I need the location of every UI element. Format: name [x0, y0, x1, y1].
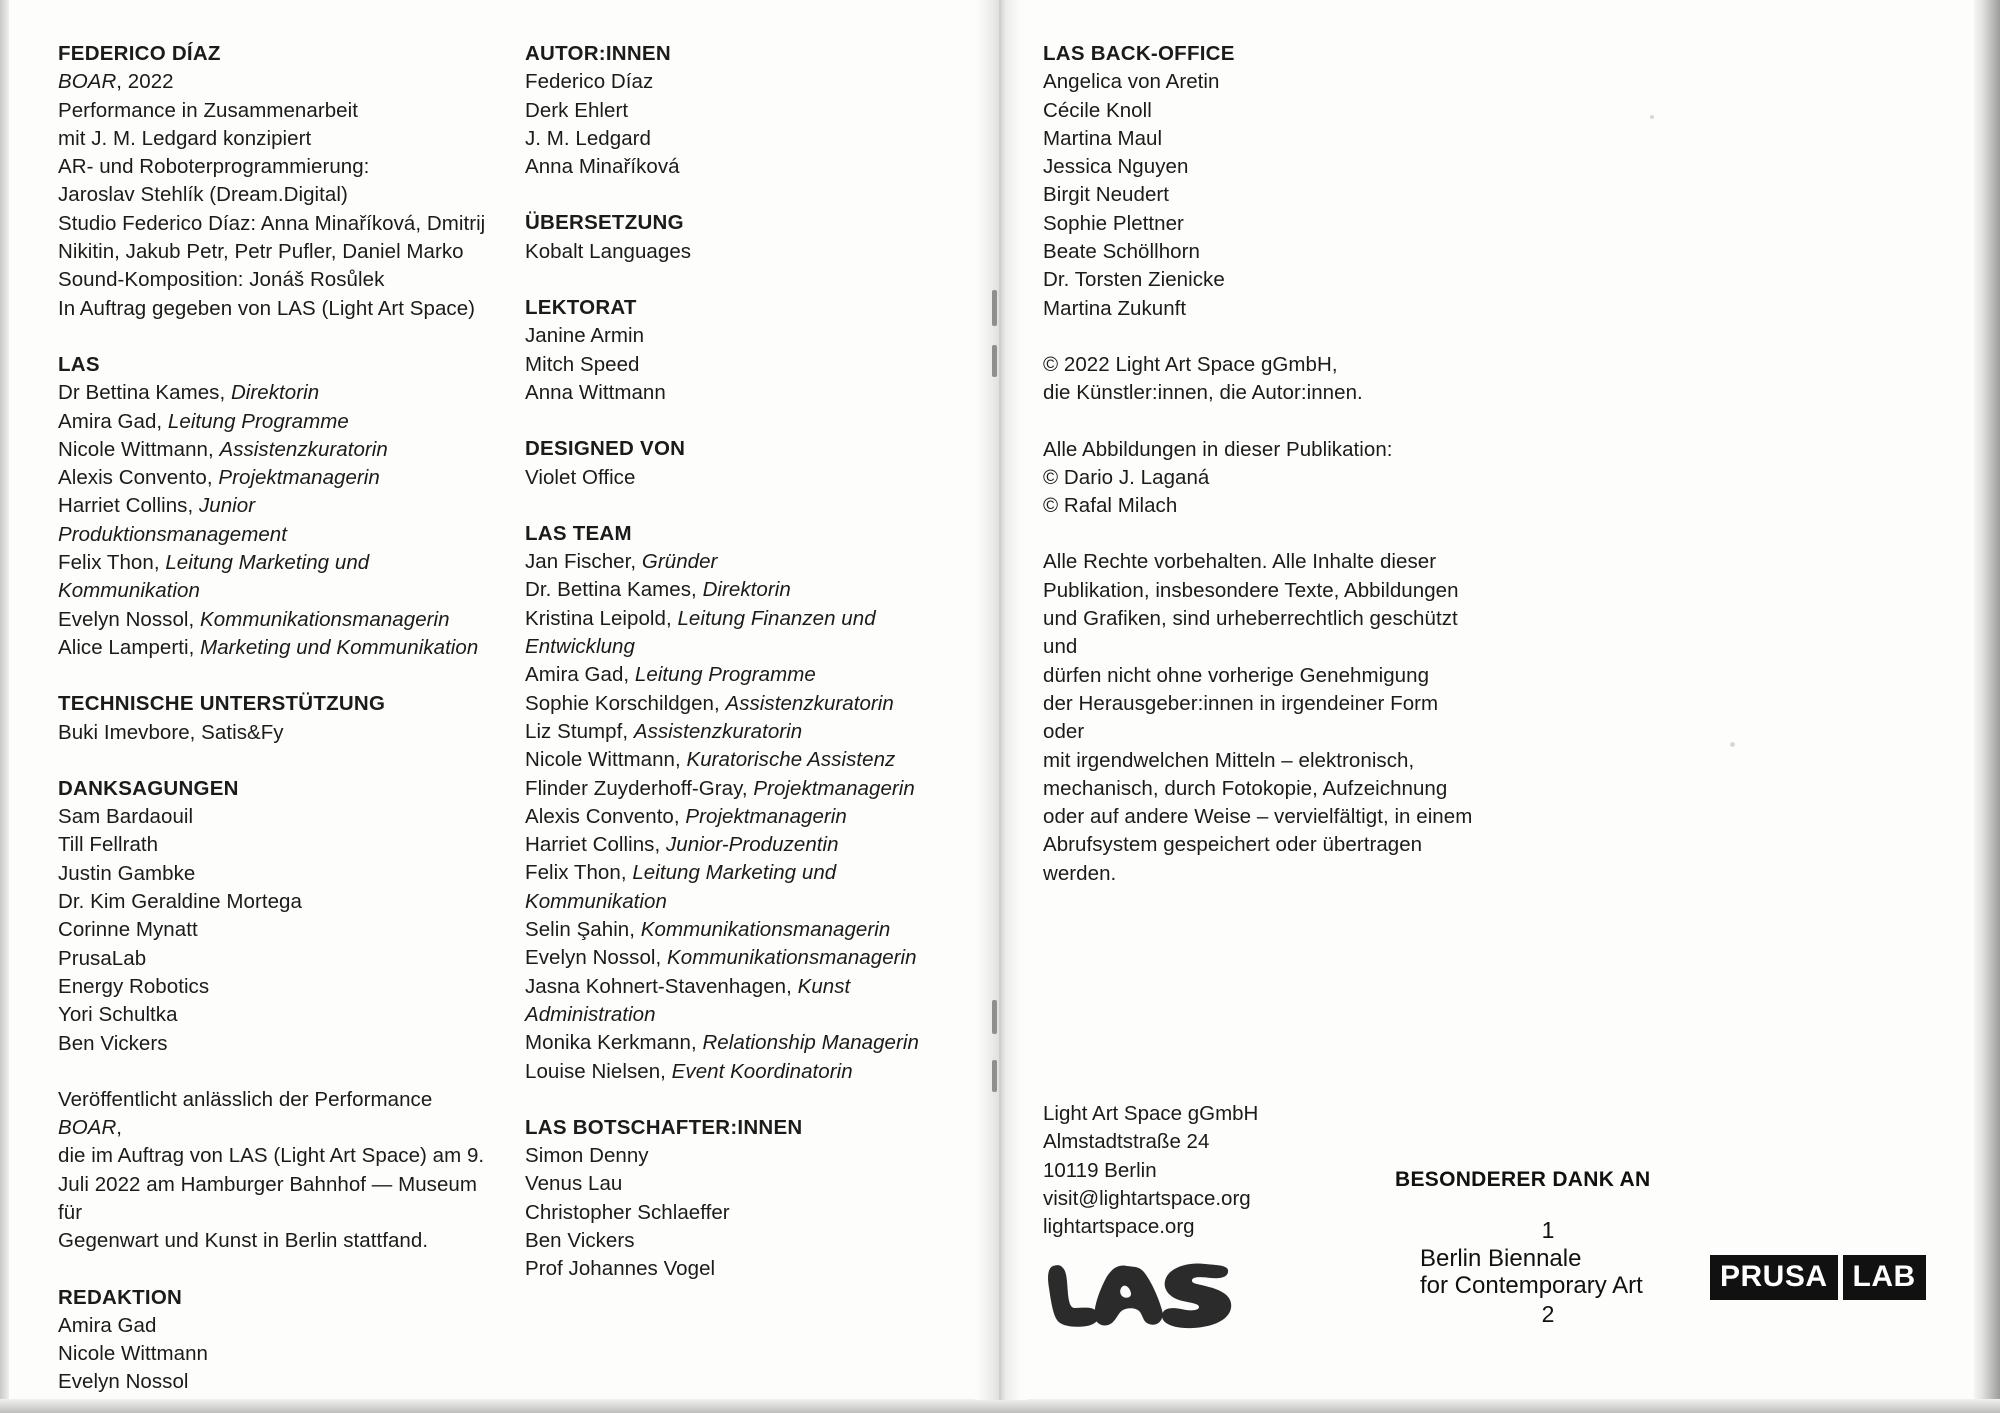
credit-line: Federico Díaz [525, 70, 654, 94]
credit-line: der Herausgeber:innen in irgendeiner Form oder [1043, 691, 1444, 744]
credit-line [525, 690, 965, 718]
credit-role: Event Koordinatorin [671, 1059, 853, 1083]
credit-line: PrusaLab [58, 946, 147, 970]
work-year: , 2022 [116, 70, 174, 94]
section-spacer [525, 492, 965, 520]
credit-line: J. M. Ledgard [525, 126, 651, 150]
credit-name: Evelyn Nossol, [58, 607, 201, 631]
credit-text: Veröffentlicht anlässlich der Performance [58, 1087, 439, 1111]
credit-role: Junior Produktionsmanagement [58, 494, 287, 546]
credit-name: Evelyn Nossol, [525, 946, 668, 970]
berlin-biennale-logo [1398, 1215, 1698, 1329]
berlin-biennale-line2: for Contemporary Art [1420, 1272, 1643, 1299]
page-edge-bottom [0, 1399, 2000, 1413]
section-heading: ÜBERSETZUNG [525, 211, 684, 235]
credit-line: Jessica Nguyen [1043, 155, 1189, 179]
credit-line: Performance in Zusammenarbeit [58, 98, 358, 122]
publisher-email[interactable]: visit@lightartspace.org [1043, 1186, 1251, 1210]
credit-line: © Rafal Milach [1043, 494, 1178, 518]
credit-name: Alexis Convento, [525, 804, 686, 828]
page-edge-right [1974, 0, 2000, 1413]
credit-text: , [116, 1116, 123, 1140]
credit-role: Assistenzkuratorin [219, 437, 388, 461]
binding-stitch [992, 1000, 997, 1034]
credit-line [525, 859, 965, 916]
credit-role: Leitung Finanzen und [677, 606, 876, 630]
credit-line: mechanisch, durch Fotokopie, Aufzeichnung [1043, 776, 1448, 800]
credit-line [525, 548, 965, 576]
scan-speck [1730, 742, 1735, 747]
credit-line: mit irgendwelchen Mitteln – elektronisch, [1043, 748, 1415, 772]
credit-role: Direktorin [702, 578, 791, 602]
credit-line: Till Fellrath [58, 833, 159, 857]
credit-line: Energy Robotics [58, 974, 210, 998]
credit-name: Felix Thon, [525, 861, 633, 885]
credit-name: Harriet Collins, [58, 494, 199, 518]
credit-line [525, 605, 965, 633]
credit-line [525, 916, 965, 944]
special-thanks-title: BESONDERER DANK AN [1395, 1168, 1651, 1191]
berlin-biennale-number-top: 1 [1541, 1217, 1555, 1243]
credit-line: Abrufsystem gespeichert oder übertragen [1043, 833, 1423, 857]
credit-line: und Grafiken, sind urheberrechtlich geschützt und [1043, 607, 1464, 659]
credit-line: In Auftrag gegeben von LAS (Light Art Space) [58, 296, 476, 320]
section-spacer [58, 1256, 488, 1284]
prusalab-logo [1710, 1255, 1926, 1300]
credit-name: Felix Thon, [58, 551, 166, 575]
credit-line: Nicole Wittmann [58, 1342, 208, 1366]
credit-line: Ben Vickers [525, 1228, 635, 1252]
section-spacer [1043, 408, 1483, 436]
credit-role: Leitung Programme [167, 409, 349, 433]
credit-line [525, 1001, 965, 1029]
section-heading: DANKSAGUNGEN [58, 776, 239, 800]
credit-name: Kristina Leipold, [525, 606, 678, 630]
credit-line [58, 634, 488, 662]
credit-line: Sophie Plettner [1043, 211, 1184, 235]
credit-name: Selin Şahin, [525, 918, 641, 942]
credit-line: Anna Wittmann [525, 380, 666, 404]
credit-role: Kommunikationsmanagerin [200, 607, 450, 631]
section-heading: LAS TEAM [525, 521, 632, 545]
section-heading: REDAKTION [58, 1285, 183, 1309]
page-edge-left [0, 0, 9, 1413]
credit-name: Louise Nielsen, [525, 1059, 672, 1083]
credit-name: Jasna Kohnert-Stavenhagen, [525, 974, 798, 998]
credit-role: Junior-Produzentin [665, 833, 839, 857]
credit-line: Anna Minaříková [525, 155, 680, 179]
credit-name: Nicole Wittmann, [525, 748, 687, 772]
credit-line [58, 549, 488, 606]
credit-line [525, 973, 965, 1001]
credit-name: Amira Gad, [525, 663, 635, 687]
credit-role: Direktorin [230, 381, 320, 405]
credit-line [58, 408, 488, 436]
section-spacer [525, 266, 965, 294]
credits-column-middle [525, 40, 965, 1284]
credit-role: Kuratorische Assistenz [686, 748, 896, 772]
credit-role: Projektmanagerin [685, 804, 847, 828]
credit-line: mit J. M. Ledgard konzipiert [58, 126, 312, 150]
credit-line: Nikitin, Jakub Petr, Petr Pufler, Daniel Marko [58, 240, 464, 264]
credit-name: Jan Fischer, [525, 550, 642, 574]
credit-role: Kommunikationsmanagerin [667, 946, 917, 970]
credit-line: AR- und Roboterprogrammierung: [58, 155, 370, 179]
credit-role: Kunst [797, 974, 851, 998]
section-spacer [525, 1086, 965, 1114]
credit-line: Juli 2022 am Hamburger Bahnhof — Museum für [58, 1172, 483, 1224]
credit-line: Jaroslav Stehlík (Dream.Digital) [58, 183, 348, 207]
binding-stitch [992, 345, 997, 377]
binding-stitch [992, 290, 997, 326]
credit-line: Sound-Komposition: Jonáš Rosůlek [58, 268, 385, 292]
credit-line: Sam Bardaouil [58, 805, 194, 829]
credit-line: © Dario J. Laganá [1043, 465, 1210, 489]
berlin-biennale-number-bottom: 2 [1541, 1301, 1555, 1327]
credit-role: Marketing und Kommunikation [200, 635, 479, 659]
credit-line: oder auf andere Weise – vervielfältigt, in einem [1043, 805, 1473, 829]
credit-line [525, 803, 965, 831]
credit-name: Sophie Korschildgen, [525, 691, 726, 715]
binding-stitch [992, 1060, 997, 1092]
credits-column-left [58, 40, 488, 1397]
credit-line: Beate Schöllhorn [1043, 240, 1200, 264]
credit-role: Assistenzkuratorin [633, 719, 803, 743]
credit-name: Dr Bettina Kames, [58, 381, 231, 405]
credit-line [525, 1058, 965, 1086]
credit-line [525, 1029, 965, 1057]
credit-role: Assistenzkuratorin [725, 691, 894, 715]
credit-name: Liz Stumpf, [525, 719, 634, 743]
credit-line [58, 1086, 488, 1143]
section-heading: DESIGNED VON [525, 437, 686, 461]
credit-line: Ben Vickers [58, 1031, 168, 1055]
berlin-biennale-line1: Berlin Biennale [1420, 1245, 1582, 1272]
credit-line: die Künstler:innen, die Autor:innen. [1043, 381, 1363, 405]
publisher-name: Light Art Space gGmbH [1043, 1102, 1259, 1125]
credit-name: Nicole Wittmann, [58, 437, 220, 461]
credit-line: Violet Office [525, 465, 636, 489]
credit-role: Leitung Programme [634, 663, 816, 687]
credit-line [58, 606, 488, 634]
credit-line: werden. [1043, 861, 1117, 885]
credit-name: Monika Kerkmann, [525, 1031, 703, 1055]
credit-role: Leitung Marketing und Kommunikation [58, 551, 375, 603]
section-spacer [1043, 323, 1483, 351]
credit-line [58, 68, 488, 96]
credit-line [525, 576, 965, 604]
credit-line: dürfen nicht ohne vorherige Genehmigung [1043, 663, 1430, 687]
credit-line: Evelyn Nossol [58, 1370, 189, 1394]
credit-line: Janine Armin [525, 324, 645, 348]
credit-line: Alle Rechte vorbehalten. Alle Inhalte dieser [1043, 550, 1437, 574]
credit-line: Kobalt Languages [525, 239, 692, 263]
credit-line [525, 718, 965, 746]
special-thanks-block [1395, 1168, 1955, 1192]
work-title: BOAR [58, 1116, 117, 1140]
credit-role: Leitung Marketing und Kommunikation [525, 861, 842, 913]
credit-line: Prof Johannes Vogel [525, 1257, 716, 1281]
credit-line: Gegenwart und Kunst in Berlin stattfand. [58, 1229, 429, 1253]
section-spacer [525, 407, 965, 435]
credit-line: Dr. Kim Geraldine Mortega [58, 890, 302, 914]
book-spine [975, 0, 1027, 1400]
credit-name: Alexis Convento, [58, 466, 219, 490]
publisher-street: Almstadtstraße 24 [1043, 1130, 1210, 1154]
credit-line: Martina Zukunft [1043, 296, 1187, 320]
las-logo [1045, 1258, 1245, 1336]
section-heading: LAS BOTSCHAFTER:INNEN [525, 1115, 803, 1139]
publisher-website[interactable]: lightartspace.org [1043, 1215, 1195, 1239]
scan-speck [1650, 115, 1654, 119]
credit-line [525, 944, 965, 972]
credit-line: Derk Ehlert [525, 98, 629, 122]
credit-line: Studio Federico Díaz: Anna Minaříková, Dmitrij [58, 211, 486, 235]
credit-name: Harriet Collins, [525, 833, 666, 857]
credit-name: Alice Lamperti, [58, 635, 201, 659]
section-spacer [1043, 520, 1483, 548]
prusalab-logo-prusa: PRUSA [1710, 1255, 1838, 1300]
credits-column-right [1043, 40, 1483, 888]
credit-line: Yori Schultka [58, 1003, 178, 1027]
prusalab-logo-lab: LAB [1843, 1255, 1926, 1300]
credit-line: Angelica von Aretin [1043, 70, 1220, 94]
credit-line: Cécile Knoll [1043, 98, 1152, 122]
section-spacer [58, 747, 488, 775]
section-spacer [58, 662, 488, 690]
publisher-city: 10119 Berlin [1043, 1158, 1157, 1182]
section-heading: LAS [58, 352, 100, 376]
section-spacer [525, 181, 965, 209]
credit-line: Justin Gambke [58, 861, 196, 885]
credit-line [525, 661, 965, 689]
credit-role: Gründer [641, 550, 718, 574]
section-heading: AUTOR:INNEN [525, 42, 671, 65]
credit-line [58, 464, 488, 492]
credit-line [525, 633, 965, 661]
credit-line: Publikation, insbesondere Texte, Abbildungen [1043, 578, 1459, 602]
credit-line: Christopher Schlaeffer [525, 1200, 730, 1224]
credit-role: Projektmanagerin [218, 466, 380, 490]
section-heading: LAS BACK-OFFICE [1043, 42, 1235, 65]
credit-role: Kommunikationsmanagerin [640, 918, 891, 942]
credit-line: © 2022 Light Art Space gGmbH, [1043, 352, 1338, 376]
section-heading: FEDERICO DÍAZ [58, 42, 221, 65]
credit-line: Mitch Speed [525, 352, 640, 376]
credit-line [58, 436, 488, 464]
credit-line: Birgit Neudert [1043, 183, 1170, 207]
credit-line [58, 379, 488, 407]
credit-line: die im Auftrag von LAS (Light Art Space) am 9. [58, 1144, 485, 1168]
credit-line: Amira Gad [58, 1313, 157, 1337]
credit-line [525, 831, 965, 859]
credit-role: Relationship Managerin [702, 1031, 919, 1055]
credit-line: Simon Denny [525, 1144, 649, 1168]
credit-line: Corinne Mynatt [58, 918, 198, 942]
credit-name: Dr. Bettina Kames, [525, 578, 703, 602]
credit-role: Administration [525, 1002, 656, 1026]
credit-line: Venus Lau [525, 1172, 623, 1196]
credit-name: Flinder Zuyderhoff-Gray, [525, 776, 754, 800]
section-spacer [58, 1058, 488, 1086]
credit-line: Alle Abbildungen in dieser Publikation: [1043, 437, 1393, 461]
section-heading: LEKTORAT [525, 296, 637, 320]
section-heading: TECHNISCHE UNTERSTÜTZUNG [58, 692, 386, 716]
credit-line: Buki Imevbore, Satis&Fy [58, 720, 284, 744]
publisher-address-block [1043, 1100, 1258, 1241]
credit-line: Dr. Torsten Zienicke [1043, 268, 1225, 292]
credit-name: Amira Gad, [58, 409, 168, 433]
work-title: BOAR [58, 70, 117, 94]
credit-line: Martina Maul [1043, 126, 1163, 150]
credit-role: Projektmanagerin [753, 776, 915, 800]
credit-line [525, 746, 965, 774]
credit-role: Entwicklung [525, 635, 635, 659]
section-spacer [58, 323, 488, 351]
credit-line [525, 775, 965, 803]
credit-line [58, 492, 488, 549]
